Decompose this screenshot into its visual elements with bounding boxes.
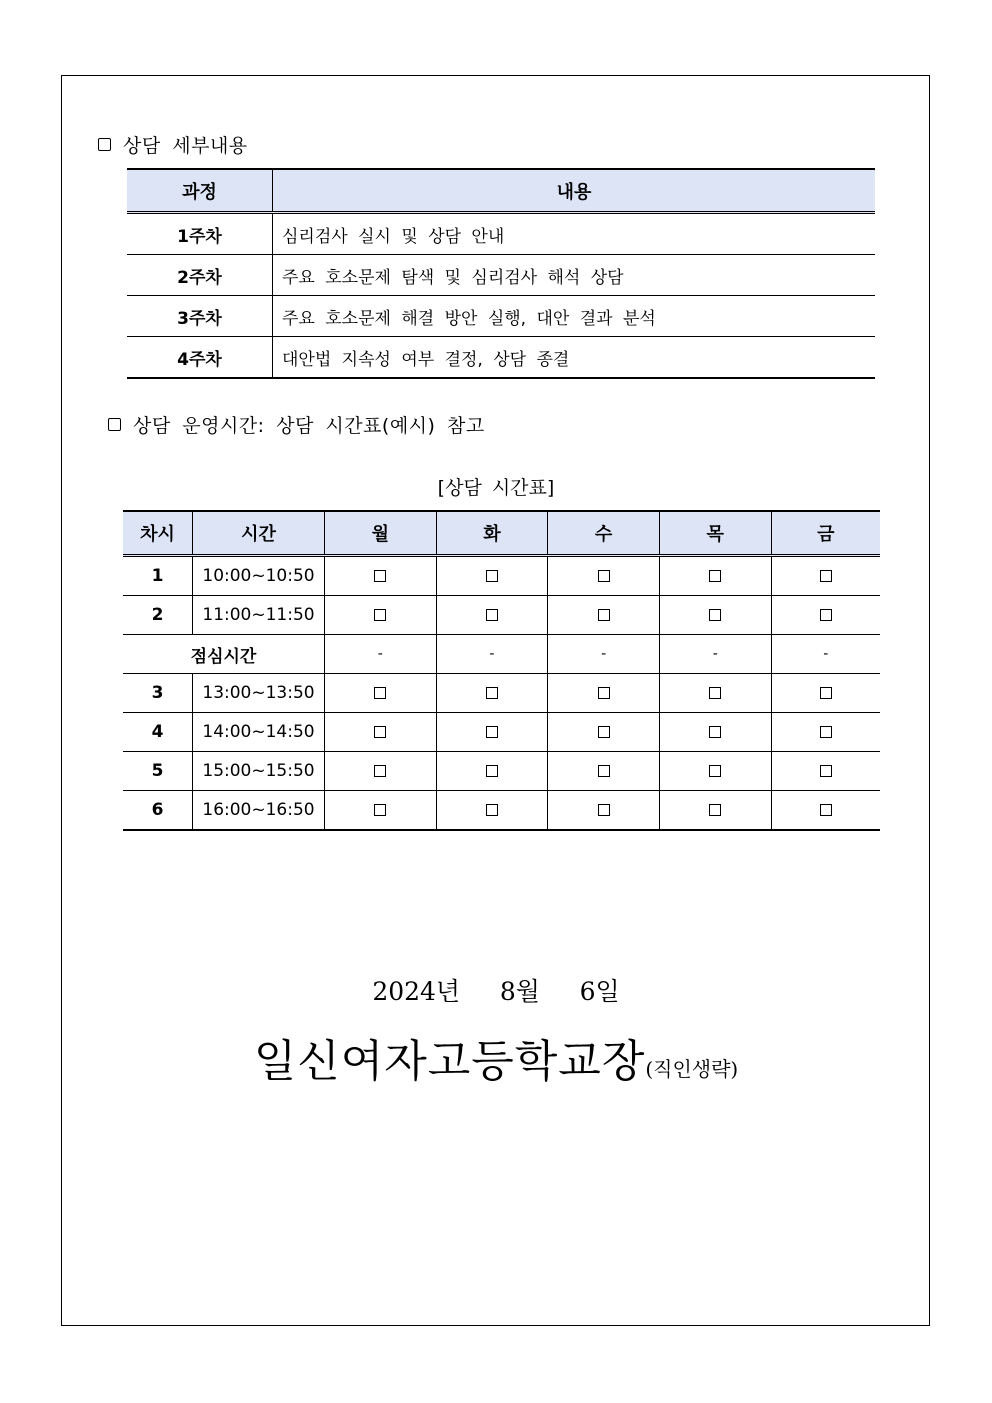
checkbox-wed[interactable] [598,570,610,582]
period-time: 16:00~16:50 [193,791,325,831]
checkbox-wed[interactable] [598,765,610,777]
detail-content: 심리검사 실시 및 상담 안내 [273,213,876,255]
detail-content: 대안법 지속성 여부 결정, 상담 종결 [273,337,876,379]
period-time: 15:00~15:50 [193,752,325,791]
section-hours-heading [108,411,485,438]
schedule-header-time: 시간 [193,511,325,556]
checkbox-mon[interactable] [374,687,386,699]
checkbox-thu[interactable] [709,726,721,738]
checkbox-wed[interactable] [598,804,610,816]
schedule-row [123,791,880,831]
schedule-row [123,596,880,635]
period-time: 10:00~10:50 [193,556,325,596]
schedule-row [123,674,880,713]
period-number: 4 [123,713,193,752]
checkbox-mon[interactable] [374,765,386,777]
checkbox-tue[interactable] [486,804,498,816]
schedule-caption: [상담 시간표] [437,477,555,499]
checkbox-tue[interactable] [486,726,498,738]
issue-date: 2024년 8월 6일 [372,977,620,1006]
checkbox-mon[interactable] [374,609,386,621]
section-detail-heading [98,131,248,158]
checkbox-tue[interactable] [486,687,498,699]
lunch-label: 점심시간 [123,635,325,674]
lunch-dash: - [325,635,437,674]
detail-table [127,168,875,379]
checkbox-icon [98,138,111,151]
detail-content: 주요 호소문제 탐색 및 심리검사 해석 상담 [273,255,876,296]
detail-row [127,337,875,379]
period-number: 1 [123,556,193,596]
checkbox-wed[interactable] [598,687,610,699]
period-number: 5 [123,752,193,791]
detail-week: 2주차 [127,255,273,296]
checkbox-wed[interactable] [598,609,610,621]
checkbox-tue[interactable] [486,765,498,777]
checkbox-fri[interactable] [820,609,832,621]
lunch-dash: - [771,635,880,674]
checkbox-thu[interactable] [709,765,721,777]
checkbox-fri[interactable] [820,804,832,816]
detail-table-header [127,169,875,213]
checkbox-fri[interactable] [820,765,832,777]
detail-week: 3주차 [127,296,273,337]
schedule-header-fri: 금 [771,511,880,556]
period-number: 6 [123,791,193,831]
checkbox-thu[interactable] [709,570,721,582]
checkbox-mon[interactable] [374,726,386,738]
period-number: 3 [123,674,193,713]
lunch-dash: - [436,635,548,674]
period-number: 2 [123,596,193,635]
schedule-header [123,511,880,556]
lunch-dash: - [659,635,771,674]
checkbox-mon[interactable] [374,570,386,582]
section-detail-title: 상담 세부내용 [123,135,248,157]
schedule-header-mon: 월 [325,511,437,556]
signer-block [0,1025,992,1089]
schedule-row [123,752,880,791]
checkbox-thu[interactable] [709,804,721,816]
signer-name: 일신여자고등학교장 [253,1036,646,1087]
lunch-dash: - [548,635,660,674]
detail-row [127,296,875,337]
checkbox-fri[interactable] [820,687,832,699]
checkbox-mon[interactable] [374,804,386,816]
lunch-row [123,635,880,674]
checkbox-thu[interactable] [709,687,721,699]
checkbox-wed[interactable] [598,726,610,738]
detail-row [127,255,875,296]
period-time: 13:00~13:50 [193,674,325,713]
checkbox-icon [108,418,121,431]
checkbox-tue[interactable] [486,609,498,621]
schedule-header-period: 차시 [123,511,193,556]
schedule-row [123,556,880,596]
detail-header-content: 내용 [273,169,876,213]
detail-row [127,213,875,255]
checkbox-fri[interactable] [820,570,832,582]
detail-week: 1주차 [127,213,273,255]
schedule-header-thu: 목 [659,511,771,556]
schedule-header-tue: 화 [436,511,548,556]
checkbox-thu[interactable] [709,609,721,621]
period-time: 14:00~14:50 [193,713,325,752]
schedule-table [123,510,880,831]
checkbox-fri[interactable] [820,726,832,738]
checkbox-tue[interactable] [486,570,498,582]
detail-content: 주요 호소문제 해결 방안 실행, 대안 결과 분석 [273,296,876,337]
section-hours-title: 상담 운영시간: 상담 시간표(예시) 참고 [133,415,485,437]
schedule-row [123,713,880,752]
schedule-header-wed: 수 [548,511,660,556]
detail-header-week: 과정 [127,169,273,213]
detail-week: 4주차 [127,337,273,379]
seal-note: (직인생략) [645,1057,739,1081]
period-time: 11:00~11:50 [193,596,325,635]
